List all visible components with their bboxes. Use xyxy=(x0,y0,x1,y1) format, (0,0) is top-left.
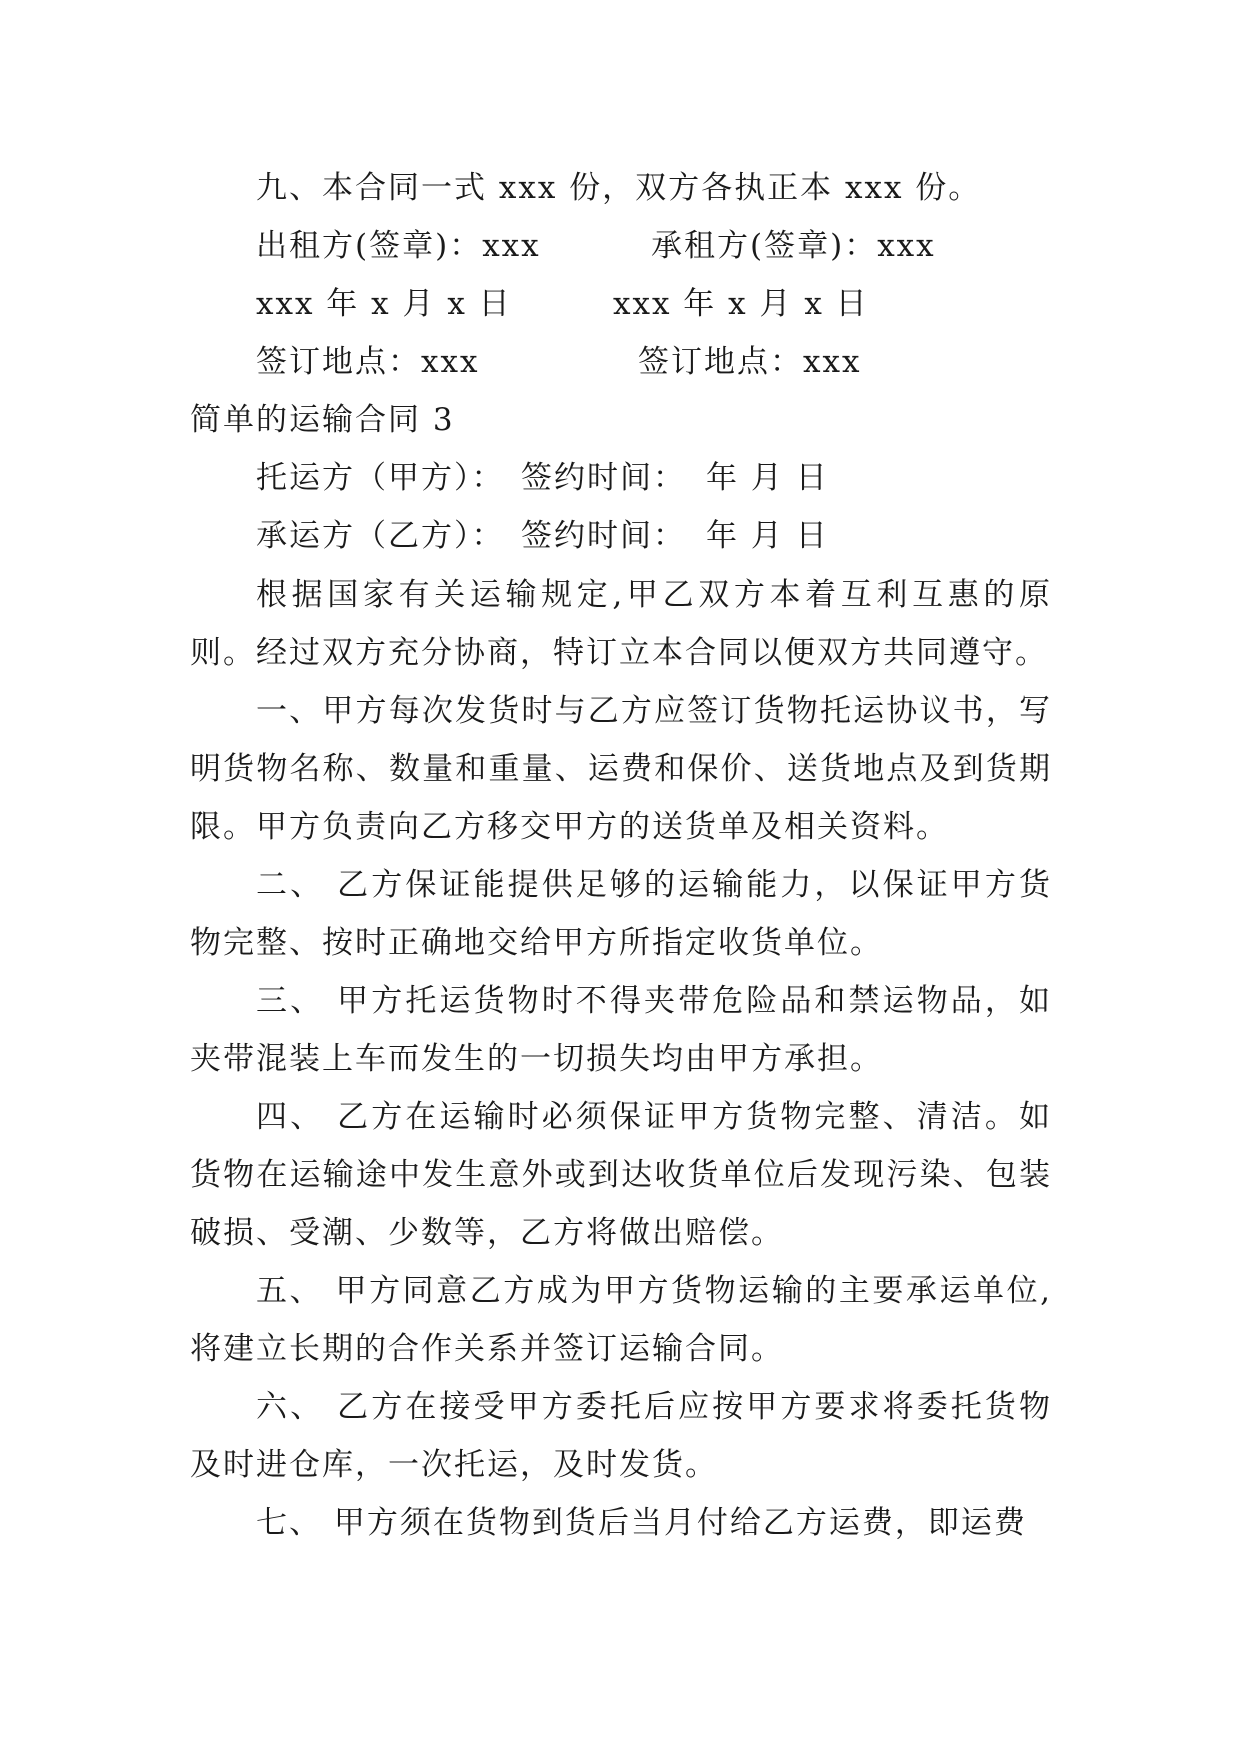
clause-nine-copies: 九、本合同一式 xxx 份，双方各执正本 xxx 份。 xyxy=(256,170,982,206)
lessor-sign-place: 签订地点：xxx xyxy=(256,344,480,380)
clause-four: 四、 乙方在运输时必须保证甲方货物完整、清洁。如货物在运输途中发生意外或到达收货单位后发现污染、包装破损、受潮、少数等，乙方将做出赔偿。 xyxy=(190,1099,1052,1251)
clause-three: 三、 甲方托运货物时不得夹带危险品和禁运物品，如夹带混装上车而发生的一切损失均由甲方承担。 xyxy=(190,983,1052,1077)
carrier-sign-date: 年 月 日 xyxy=(706,518,829,554)
lessor-signature: 出租方(签章)：xxx xyxy=(256,228,541,264)
shipper-label: 托运方（甲方）： xyxy=(256,460,505,496)
carrier-label: 承运方（乙方）： xyxy=(256,518,505,554)
lessee-sign-place: 签订地点：xxx xyxy=(638,344,862,380)
clause-six: 六、 乙方在接受甲方委托后应按甲方要求将委托货物及时进仓库，一次托运，及时发货。 xyxy=(190,1389,1052,1483)
section-title: 简单的运输合同 3 xyxy=(190,402,455,438)
clause-two: 二、 乙方保证能提供足够的运输能力，以保证甲方货物完整、按时正确地交给甲方所指定收货单位。 xyxy=(190,867,1052,961)
intro-paragraph: 根据国家有关运输规定,甲乙双方本着互利互惠的原则。经过双方充分协商，特订立本合同以便双方共同遵守。 xyxy=(190,577,1052,671)
clause-seven: 七、 甲方须在货物到货后当月付给乙方运费，即运费 xyxy=(256,1505,1027,1541)
carrier-sign-time-label: 签约时间： xyxy=(521,518,686,554)
lessee-date: xxx 年 x 月 x 日 xyxy=(613,286,869,322)
shipper-sign-time-label: 签约时间： xyxy=(521,460,686,496)
clause-one: 一、甲方每次发货时与乙方应签订货物托运协议书，写明货物名称、数量和重量、运费和保价、送货地点及到货期限。甲方负责向乙方移交甲方的送货单及相关资料。 xyxy=(190,693,1052,845)
shipper-sign-date: 年 月 日 xyxy=(706,460,829,496)
lessee-signature: 承租方(签章)：xxx xyxy=(651,228,936,264)
clause-five: 五、 甲方同意乙方成为甲方货物运输的主要承运单位,将建立长期的合作关系并签订运输合同。 xyxy=(190,1273,1052,1367)
lessor-date: xxx 年 x 月 x 日 xyxy=(256,286,512,322)
